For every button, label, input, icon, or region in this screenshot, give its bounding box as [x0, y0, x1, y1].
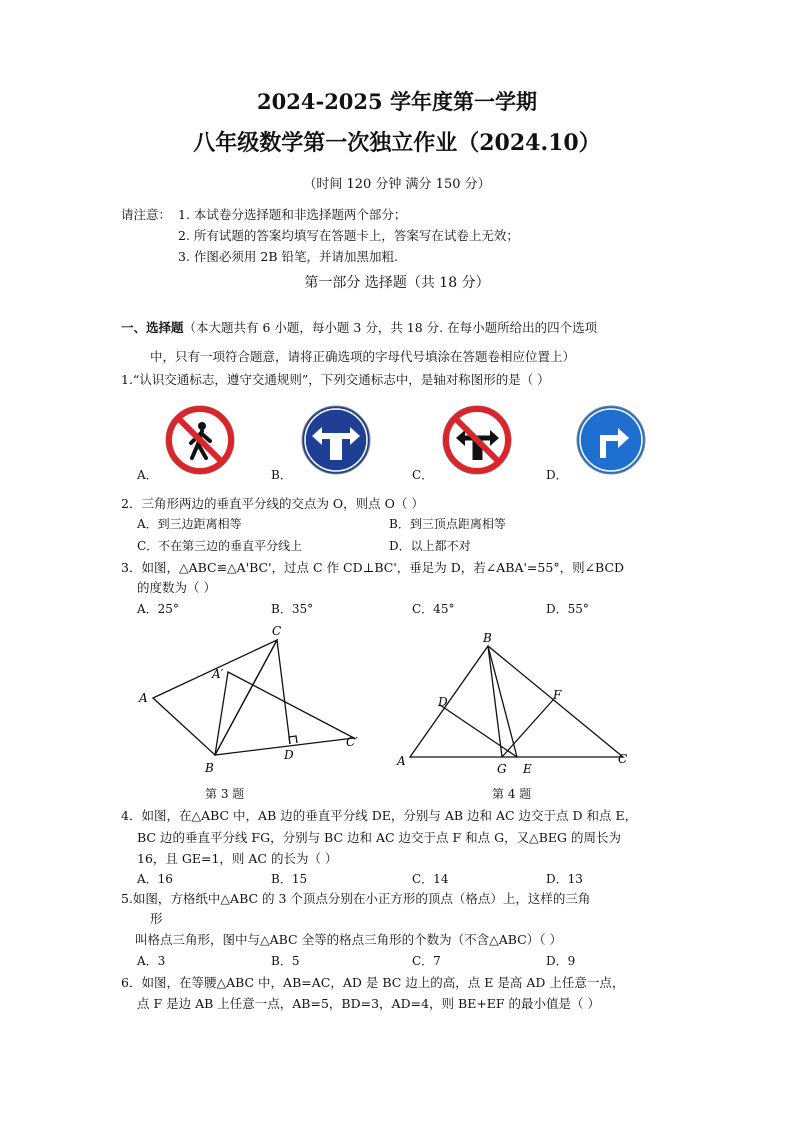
q6-line-2: 点 F 是边 AB 上任意一点，AB=5，BD=3，AD=4，则 BE+EF 的最小值是（ ）: [137, 996, 601, 1011]
section-intro-2: 中，只有一项符合题意，请将正确选项的字母代号填涂在答题卷相应位置上）: [150, 349, 576, 364]
fig3-label-b: B: [205, 761, 214, 775]
note-3: 3. 作图必须用 2B 铅笔，并请加黑加粗.: [178, 249, 398, 264]
q1-option-d: D．: [546, 468, 568, 482]
fig3-label-c: C: [272, 624, 282, 638]
q3-option-a: A．25°: [137, 602, 179, 616]
no-left-right-turn-icon: [443, 406, 511, 474]
figure-3-caption: 第 3 题: [205, 787, 245, 801]
q1-signs: [160, 404, 650, 478]
q2-option-b: B．到三顶点距离相等: [389, 517, 506, 531]
exam-title: 2024-2025 学年度第一学期: [257, 89, 537, 114]
exam-subtitle-title: 八年级数学第一次独立作业（2024.10）: [193, 130, 601, 156]
no-pedestrian-icon: [166, 406, 234, 474]
q5-option-a: A．3: [137, 954, 166, 968]
q2-option-c: C．不在第三边的垂直平分线上: [137, 539, 303, 553]
q5-line-2: 叫格点三角形，图中与△ABC 全等的格点三角形的个数为（不含△ABC）（ ）: [135, 932, 562, 947]
q4-option-a: A．16: [137, 872, 173, 886]
q4-line-3: 16，且 GE=1，则 AC 的长为（ ）: [137, 851, 338, 866]
q5-line-1: 5.如图，方格纸中△ABC 的 3 个顶点分别在小正方形的顶点（格点）上，这样的三角: [121, 891, 591, 906]
q1-option-b: B．: [271, 468, 292, 482]
q1-stem: 1.“认识交通标志，遵守交通规则”，下列交通标志中，是轴对称图形的是（ ）: [121, 372, 550, 387]
fig4-label-g: G: [497, 762, 507, 776]
q2-option-a: A．到三边距离相等: [137, 517, 242, 531]
fig4-label-a: A: [397, 754, 406, 768]
q5-option-c: C．7: [412, 954, 441, 968]
q5-line-1b: 形: [150, 911, 163, 926]
fig3-label-c-prime: C′: [346, 735, 358, 749]
right-turn-icon: [577, 406, 645, 474]
q4-option-c: C．14: [412, 872, 449, 886]
q2-option-d: D．以上都不对: [389, 539, 471, 553]
fig4-label-f: F: [553, 688, 562, 702]
notes-label: 请注意：: [121, 207, 172, 222]
figure-3: [130, 620, 380, 780]
q5-option-d: D．9: [546, 954, 576, 968]
q2-stem: 2．三角形两边的垂直平分线的交点为 O，则点 O（ ）: [121, 496, 424, 511]
q1-option-a: A．: [137, 468, 158, 482]
fig3-label-d: D: [284, 748, 294, 762]
fig3-label-a-prime: A′: [212, 667, 224, 681]
fig4-label-d: D: [438, 695, 448, 709]
fig4-label-e: E: [523, 762, 532, 776]
section-title: 第一部分 选择题（共 18 分）: [304, 275, 490, 291]
q3-option-b: B．35°: [271, 602, 314, 616]
note-1: 1. 本试卷分选择题和非选择题两个部分；: [178, 207, 407, 222]
section-intro-1: （本大题共有 6 小题，每小题 3 分，共 18 分. 在每小题所给出的四个选项: [183, 320, 598, 335]
q4-option-d: D．13: [546, 872, 583, 886]
fig3-label-a: A: [139, 691, 148, 705]
q3-stem-1: 3．如图，△ABC≌△A'BC'，过点 C 作 CD⊥BC'，垂足为 D，若∠ABA'=55°，则∠BCD: [121, 560, 625, 575]
q4-option-b: B．15: [271, 872, 308, 886]
q5-option-b: B．5: [271, 954, 300, 968]
figure-4: [395, 632, 640, 782]
q3-stem-2: 的度数为（ ）: [137, 580, 216, 595]
fig4-label-c: C: [618, 752, 628, 766]
section-intro-label: 一、选择题: [121, 320, 184, 335]
q1-option-c: C．: [412, 468, 434, 482]
q4-line-1: 4．如图，在△ABC 中，AB 边的垂直平分线 DE，分别与 AB 边和 AC 边交于点 D 和点 E，: [121, 808, 638, 823]
q3-option-c: C．45°: [412, 602, 455, 616]
q4-line-2: BC 边的垂直平分线 FG，分别与 BC 边和 AC 边交于点 F 和点 G，又△BEG 的周长为: [137, 830, 622, 845]
fig4-label-b: B: [483, 632, 492, 645]
exam-time: （时间 120 分钟 满分 150 分）: [303, 177, 491, 192]
figure-4-caption: 第 4 题: [492, 787, 532, 801]
q6-line-1: 6．如图，在等腰△ABC 中，AB=AC，AD 是 BC 边上的高，点 E 是高 AD 上任意一点，: [121, 975, 625, 990]
q3-option-d: D．55°: [546, 602, 589, 616]
note-2: 2. 所有试题的答案均填写在答题卡上，答案写在试卷上无效；: [178, 228, 519, 243]
left-right-turn-icon: [302, 406, 370, 474]
